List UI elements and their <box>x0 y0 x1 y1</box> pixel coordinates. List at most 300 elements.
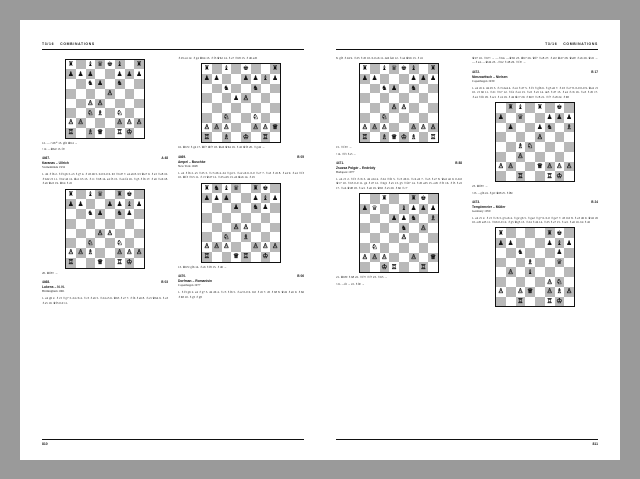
board-square <box>496 152 506 162</box>
board-square <box>380 84 390 94</box>
board-square <box>389 204 399 214</box>
game-number-4471: 4471. <box>336 160 344 165</box>
board-square <box>380 214 390 224</box>
game-players-4469: Ampel – Buschke <box>178 159 206 164</box>
board-square <box>231 193 241 203</box>
chess-piece: ♗ <box>87 248 94 257</box>
chess-piece: ♟ <box>106 199 113 208</box>
chess-piece: ♛ <box>233 183 240 192</box>
game-place-4472: Copenhagen 1930 <box>472 78 495 83</box>
chess-piece: ♞ <box>517 248 524 257</box>
board-square <box>360 93 370 103</box>
board-square <box>66 248 76 258</box>
board-square <box>535 171 545 181</box>
board-square <box>360 194 370 204</box>
chess-piece: ♗ <box>381 132 388 141</box>
board-square <box>270 113 280 123</box>
board-square <box>506 297 516 307</box>
board-square <box>360 84 370 94</box>
board-square <box>231 132 241 142</box>
chess-piece: ♘ <box>116 108 123 117</box>
game-moves-4470: 1. ♗f3 g6 2. e4 ♗g7 3. d4 d6 4. ♗c3 ♗f6 5. ♗e2 0-0 6. 0-0 ♗c6 7. d5 ♗b8 8. ♛d2 ♗a6 9. ♗h6 ♗h8 10. ♗g5 ♗g8 <box>178 290 304 299</box>
chess-piece: ♙ <box>507 161 514 170</box>
chess-piece: ♙ <box>136 118 143 127</box>
chess-piece: ♝ <box>223 183 230 192</box>
board-square <box>389 223 399 233</box>
board-square <box>564 297 574 307</box>
board-square <box>545 297 555 307</box>
chess-piece: ♟ <box>77 69 84 78</box>
board-square <box>212 193 222 203</box>
board-square <box>389 194 399 204</box>
board-square <box>399 262 409 272</box>
board-square <box>222 232 232 242</box>
board-square <box>95 248 105 258</box>
board-square <box>496 162 506 172</box>
board-square <box>564 123 574 133</box>
board-square <box>545 152 555 162</box>
board-square <box>525 171 535 181</box>
chess-piece: ♞ <box>546 122 553 131</box>
game-header-4467 <box>42 156 168 160</box>
board-square <box>360 243 370 253</box>
chess-piece: ♛ <box>391 64 398 73</box>
chess-piece: ♜ <box>361 64 368 73</box>
board-square <box>115 229 125 239</box>
game-moves-4467: 1. d4 ♗f6 2. ♗f3 g6 3. e3 ♗g7 4. ♗d3 d6 5. 0-0 0-0 6. h3 ♗bd7 7. e4 e6 8. b3 ♛e7 9. ♗a3 ♗e8 10. ♗bd2 c5 11. ♗b2 a6 12. ♛e1 b5 13. ♗c1 ♗b8 14. e4 f5 15. ♗e4 f4 16. ♗g5 ♗f6 17. ♗e6 ♗e6 18. ♗e6 ♛e5 19. ♛b4 ♗c6 <box>42 172 168 186</box>
board-square <box>134 108 144 118</box>
board-square <box>212 213 222 223</box>
chess-piece: ♕ <box>527 287 534 296</box>
board-square <box>251 184 261 194</box>
chess-piece: ♟ <box>430 204 437 213</box>
board-square <box>115 190 125 200</box>
board-square <box>261 74 271 84</box>
board-square <box>251 203 261 213</box>
board-square <box>261 132 271 142</box>
chess-piece: ♚ <box>126 189 133 198</box>
board-square <box>525 113 535 123</box>
chess-piece: ♜ <box>381 194 388 203</box>
board-square <box>370 243 380 253</box>
board-square <box>95 118 105 128</box>
board-square <box>125 99 135 109</box>
board-square <box>241 64 251 74</box>
board-square <box>496 132 506 142</box>
board-square <box>525 152 535 162</box>
chess-piece: ♛ <box>97 59 104 68</box>
board-square <box>389 123 399 133</box>
chess-piece: ♟ <box>566 238 573 247</box>
board-square <box>545 103 555 113</box>
chess-piece: ♞ <box>87 209 94 218</box>
board-square <box>76 190 86 200</box>
chess-piece: ♟ <box>546 113 553 122</box>
board-square <box>545 132 555 142</box>
board-square <box>241 184 251 194</box>
board-square <box>370 103 380 113</box>
board-square <box>370 223 380 233</box>
game-number-4468: 4468. <box>42 280 50 285</box>
chess-piece: ♔ <box>381 262 388 271</box>
board-square <box>409 132 419 142</box>
chess-piece: ♖ <box>517 171 524 180</box>
board-square <box>535 277 545 287</box>
board-square <box>380 233 390 243</box>
right-page <box>320 20 620 460</box>
game-header-4472 <box>472 70 598 74</box>
chess-piece: ♞ <box>223 83 230 92</box>
left-column-1 <box>42 56 168 305</box>
chess-piece: ♙ <box>67 118 74 127</box>
chess-piece: ♟ <box>213 74 220 83</box>
game-code-4467: A 48 <box>161 156 168 161</box>
footnote-right-col1-mid: ¹ 21. —f6 → 22. ♗f6! → <box>336 282 365 286</box>
board-square <box>202 252 212 262</box>
board-square <box>496 103 506 113</box>
board-square <box>516 287 526 297</box>
board-square <box>95 60 105 70</box>
chess-piece: ♜ <box>410 194 417 203</box>
board-square <box>270 252 280 262</box>
board-square <box>564 248 574 258</box>
board-square <box>360 253 370 263</box>
board-square <box>261 113 271 123</box>
board-square <box>86 79 96 89</box>
board-square <box>86 199 96 209</box>
game-moves-4472: 1. e4 c6 2. d4 d5 3. ♗c3 de4 4. ♗e4 ♗d7 5. ♗f3 ♗gf6 6. ♗g3 e6 7. ♗d3 ♗e7 8. 0-0 0-0 9. ♛e2 c5 10. c3 b6 11. ♗d1 ♗b7 12. ♗f4 ♗e4 13. ♗e5 ♗e5 14. de5 ♗d7 15. ♗e4 ♗c6 16. ♗e3 ♗d5 17. ♗e4 ♗f6 18. ♗ac1 ♗c4 19. ♗d4 ♛c7 20. ♗h6!! ♗c8 21. ♗f7 ♗e8 22. ♗h8 <box>472 85 598 99</box>
board-square <box>399 223 409 233</box>
board-square <box>555 142 565 152</box>
board-square <box>202 132 212 142</box>
board-square <box>66 229 76 239</box>
board-square <box>86 99 96 109</box>
chess-piece: ♖ <box>203 252 210 261</box>
board-square <box>380 194 390 204</box>
board-square <box>535 113 545 123</box>
diagram-right-col2-mid <box>495 227 575 307</box>
chess-piece: ♝ <box>126 199 133 208</box>
board-square <box>370 113 380 123</box>
board-square <box>555 258 565 268</box>
board-square <box>251 123 261 133</box>
board-square <box>535 248 545 258</box>
board-square <box>95 199 105 209</box>
game-number-4470: 4470. <box>178 274 186 279</box>
chess-piece: ♟ <box>213 193 220 202</box>
board-square <box>360 214 370 224</box>
chess-piece: ♔ <box>242 132 249 141</box>
board-square <box>428 113 438 123</box>
chess-piece: ♟ <box>136 199 143 208</box>
diagram-right-col1-top <box>359 63 439 143</box>
chess-piece: ♙ <box>536 132 543 141</box>
board-square <box>399 243 409 253</box>
board-square <box>202 103 212 113</box>
board-square <box>564 277 574 287</box>
board-square <box>389 103 399 113</box>
chess-piece: ♙ <box>97 98 104 107</box>
board-square <box>241 74 251 84</box>
board-square <box>105 248 115 258</box>
board-square <box>125 190 135 200</box>
chess-piece: ♗ <box>556 287 563 296</box>
chess-piece: ♟ <box>400 213 407 222</box>
board-square <box>231 103 241 113</box>
diagram-left-col1-top <box>65 59 145 139</box>
board-square <box>360 123 370 133</box>
board-square <box>555 103 565 113</box>
board-square <box>419 243 429 253</box>
chess-piece: ♔ <box>126 128 133 137</box>
board-square <box>86 219 96 229</box>
game-place-4467: Swinemünde 1932 <box>42 165 66 170</box>
board-square <box>76 118 86 128</box>
page-number-left: 810 <box>42 442 48 446</box>
board-square <box>506 277 516 287</box>
chess-piece: ♚ <box>556 103 563 112</box>
chess-piece: ♙ <box>126 118 133 127</box>
chess-piece: ♗ <box>97 108 104 117</box>
board-square <box>370 253 380 263</box>
chess-piece: ♜ <box>497 228 504 237</box>
board-square <box>76 89 86 99</box>
board-square <box>115 238 125 248</box>
board-square <box>86 248 96 258</box>
board-square <box>535 258 545 268</box>
chess-piece: ♙ <box>400 103 407 112</box>
board-square <box>115 108 125 118</box>
board-square <box>399 233 409 243</box>
board-square <box>506 103 516 113</box>
board-square <box>105 60 115 70</box>
board-square <box>389 84 399 94</box>
game-header-4471 <box>336 161 462 165</box>
board-square <box>535 152 545 162</box>
board-square <box>525 123 535 133</box>
board-square <box>251 74 261 84</box>
board-square <box>241 223 251 233</box>
board-square <box>428 204 438 214</box>
board-square <box>525 238 535 248</box>
right-column-2 <box>472 56 598 310</box>
board-square <box>428 132 438 142</box>
board-square <box>251 232 261 242</box>
diagram-left-col1-mid <box>65 189 145 269</box>
board-square <box>419 64 429 74</box>
board-square <box>212 64 222 74</box>
chess-piece: ♕ <box>97 128 104 137</box>
board-square <box>428 243 438 253</box>
board-square <box>105 108 115 118</box>
chess-piece: ♝ <box>223 64 230 73</box>
chess-piece: ♔ <box>556 171 563 180</box>
board-square <box>222 113 232 123</box>
chess-piece: ♙ <box>420 122 427 131</box>
chess-piece: ♖ <box>420 262 427 271</box>
board-square <box>496 238 506 248</box>
board-square <box>76 248 86 258</box>
chess-piece: ♟ <box>507 122 514 131</box>
chess-piece: ♟ <box>507 238 514 247</box>
chess-piece: ♟ <box>556 113 563 122</box>
chess-piece: ♞ <box>410 83 417 92</box>
board-square <box>419 74 429 84</box>
board-square <box>212 113 222 123</box>
chess-piece: ♙ <box>507 267 514 276</box>
continuation-left-col2-top: ♗d5 e4 12. ♗g4 ♛h4 13. ♗f3 ♛h2 14. ♗e7 ♗h8 15. ♗d6 ed5 <box>178 55 258 60</box>
chess-piece: ♙ <box>381 122 388 131</box>
board-square <box>115 248 125 258</box>
board-square <box>535 238 545 248</box>
board-square <box>545 228 555 238</box>
chess-piece: ♙ <box>242 222 249 231</box>
chess-piece: ♞ <box>116 209 123 218</box>
board-square <box>399 204 409 214</box>
board-square <box>231 84 241 94</box>
board-square <box>555 171 565 181</box>
board-square <box>231 184 241 194</box>
board-square <box>105 238 115 248</box>
chess-piece: ♙ <box>262 122 269 131</box>
chess-piece: ♕ <box>272 122 279 131</box>
board-square <box>370 74 380 84</box>
chess-piece: ♝ <box>262 74 269 83</box>
board-square <box>95 128 105 138</box>
chess-piece: ♖ <box>361 132 368 141</box>
board-square <box>545 258 555 268</box>
board-square <box>360 204 370 214</box>
board-square <box>270 184 280 194</box>
chess-piece: ♔ <box>556 297 563 305</box>
chess-piece: ♗ <box>430 213 437 222</box>
chess-piece: ♙ <box>223 122 230 131</box>
chess-piece: ♟ <box>546 238 553 247</box>
board-square <box>241 252 251 262</box>
board-square <box>76 128 86 138</box>
chess-piece: ♚ <box>556 228 563 237</box>
chess-piece: ♝ <box>527 267 534 276</box>
board-square <box>555 152 565 162</box>
board-square <box>409 123 419 133</box>
board-square <box>555 132 565 142</box>
chess-piece: ♔ <box>126 258 133 267</box>
chess-piece: ♗ <box>410 132 417 141</box>
chess-piece: ♔ <box>400 132 407 141</box>
board-square <box>525 258 535 268</box>
board-square <box>409 243 419 253</box>
board-square <box>86 258 96 268</box>
chess-piece: ♙ <box>106 228 113 237</box>
board-square <box>231 74 241 84</box>
board-square <box>134 238 144 248</box>
board-square <box>419 194 429 204</box>
board-square <box>419 262 429 272</box>
board-square <box>545 142 555 152</box>
board-square <box>360 223 370 233</box>
board-square <box>409 113 419 123</box>
board-square <box>202 84 212 94</box>
board-square <box>134 190 144 200</box>
chess-piece: ♗ <box>517 142 524 151</box>
board-square <box>370 84 380 94</box>
board-square <box>506 162 516 172</box>
header-rule-right <box>336 49 598 50</box>
game-moves-4469: 1. e4 ♗f6 2. e5 ♗d5 3. ♗c3 d6 4. d4 ♗g4 5. ♗e2 e6 6. 0-0 ♗e7 7. ♗a3 ♗c6 8. ♗e4 9. ♗e4 ♗f3 10. ♛f3 ♗b5 11. ♗c3 ♛d7 12. ♗d5 ed5 13. e6 ♛e6 14. ♗d5 <box>178 170 304 180</box>
board-square <box>115 79 125 89</box>
board-square <box>360 103 370 113</box>
board-square <box>241 93 251 103</box>
chess-piece: ♖ <box>546 297 553 305</box>
chess-piece: ♗ <box>87 128 94 137</box>
chess-piece: ♟ <box>497 238 504 247</box>
caption-left-col2-top: 16. ♛b5! ♗g4 17. ♛f7 ♛f7 18. ♛e6 ♛h4 19. ♗d2 ♛f3 20. ♗gd4 → <box>178 145 265 150</box>
board-square <box>360 233 370 243</box>
chess-piece: ♙ <box>430 122 437 131</box>
board-square <box>506 132 516 142</box>
board-square <box>202 203 212 213</box>
board-square <box>95 108 105 118</box>
board-square <box>370 204 380 214</box>
board-square <box>564 258 574 268</box>
chess-piece: ♙ <box>77 248 84 257</box>
board-square <box>222 74 232 84</box>
chess-piece: ♚ <box>262 183 269 192</box>
board-square <box>564 238 574 248</box>
board-square <box>428 194 438 204</box>
board-square <box>370 262 380 272</box>
board-square <box>261 242 271 252</box>
chess-piece: ♝ <box>400 204 407 213</box>
board-square <box>496 113 506 123</box>
game-place-4470: Copenhagen 1977 <box>178 283 201 288</box>
game-players-4473: Templemeier – Müller <box>472 204 506 209</box>
board-square <box>222 252 232 262</box>
board-square <box>251 132 261 142</box>
board-square <box>251 84 261 94</box>
board-square <box>535 123 545 133</box>
board-square <box>105 69 115 79</box>
chess-piece: ♖ <box>116 258 123 267</box>
left-column-2 <box>178 56 304 305</box>
game-players-4468: Lukens – N. N. <box>42 285 65 290</box>
board-square <box>516 132 526 142</box>
chess-piece: ♜ <box>272 64 279 73</box>
board-square <box>545 267 555 277</box>
chess-piece: ♙ <box>233 222 240 231</box>
board-square <box>95 258 105 268</box>
board-square <box>86 69 96 79</box>
board-square <box>380 113 390 123</box>
runhead-left-title: COMBINATIONS <box>60 42 95 46</box>
chess-piece: ♟ <box>420 74 427 83</box>
board-square <box>564 113 574 123</box>
board-square <box>222 93 232 103</box>
board-square <box>399 214 409 224</box>
board-square <box>86 229 96 239</box>
chess-piece: ♟ <box>136 69 143 78</box>
board-square <box>134 89 144 99</box>
board-square <box>409 194 419 204</box>
board-square <box>516 162 526 172</box>
chess-piece: ♟ <box>97 79 104 88</box>
board-square <box>86 209 96 219</box>
board-square <box>212 132 222 142</box>
board-square <box>555 228 565 238</box>
chess-piece: ♛ <box>517 113 524 122</box>
chess-piece: ♙ <box>517 287 524 296</box>
board-square <box>134 128 144 138</box>
